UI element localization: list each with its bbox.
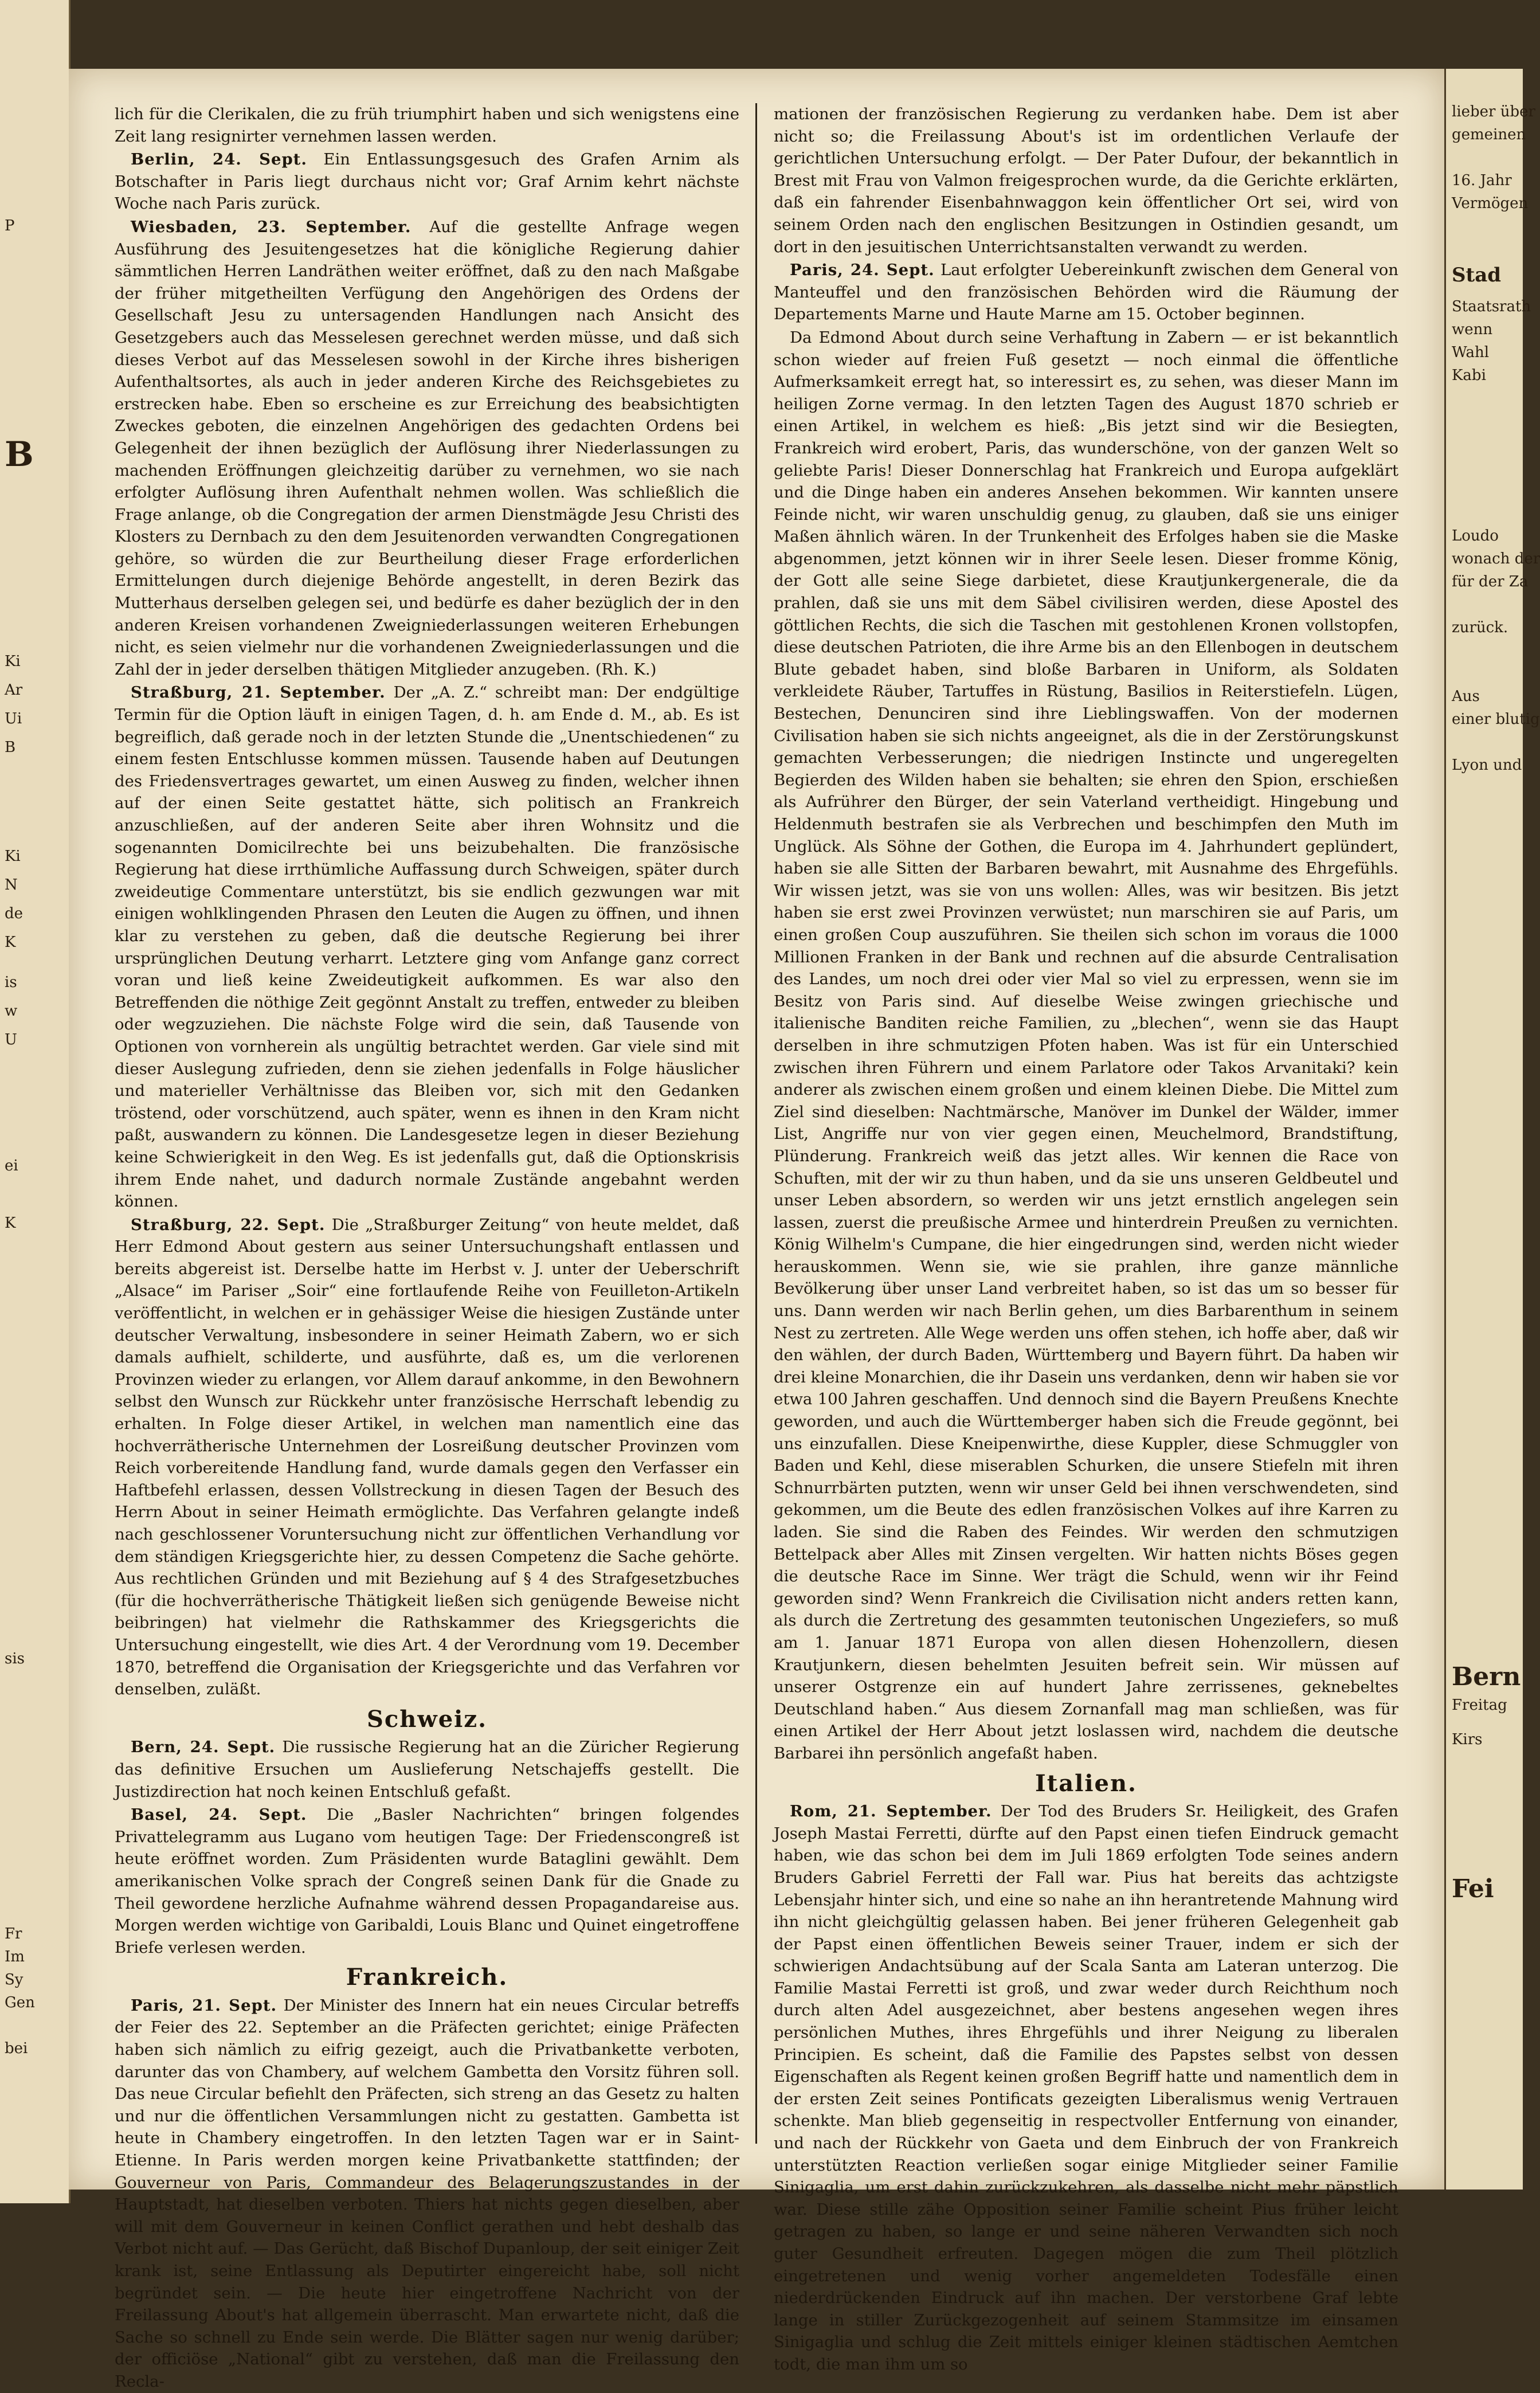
article-paris-1 [115,1995,739,2393]
gutter-fragment: Ar [5,682,23,699]
article-text: Die russische Regierung hat an die Züricher Regierung das definitive Ersuchen um Auslieferung Netschajeffs gestellt. Die Justizdirection hat noch keinen Entschluß gefaßt. [115,1738,739,1801]
dateline: Basel, 24. Sept. [131,1805,307,1824]
dateline: Bern, 24. Sept. [131,1738,276,1757]
gutter-fragment: N [5,876,18,894]
gutter-fragment: Gen [5,1994,35,2011]
article-text: Ein Entlassungsgesuch des Grafen Arnim als Botschafter in Paris liegt durchaus nicht vor; Graf Arnim kehrt nächste Woche nach Paris zurück. [115,150,739,213]
right-fragment: wonach der [1452,550,1540,567]
article-rom [774,1800,1398,2375]
right-fragment: für der Za [1452,573,1529,590]
newspaper-page [69,69,1444,2391]
right-fragment: Kirs [1452,1731,1483,1748]
article-text: Der Tod des Bruders Sr. Heiligkeit, des Grafen Joseph Mastai Ferretti, dürfte auf den Papst einen tiefen Eindruck gemacht haben, wie das schon bei dem im Juli 1869 erfolgten Tode seines andern Bruders Gabriel Ferretti der Fall war. Pius hat bereits das achtzigste Lebensjahr hinter sich, und eine so nahe an ihn herantretende Mahnung wird ihn nicht gleichgültig gelassen haben. Bei jener früheren Gelegenheit gab der Papst einen öffentlichen Beweis seiner Trauer, indem er sich der schwierigen Andachtsübung auf der Scala Santa am Lateran unterzog. Die Familie Mastai Ferretti ist groß, und zwar weder durch Reichthum noch durch alten Adel ausgezeichnet, aber bestens angesehen wegen ihres persönlichen Muthes, ihres Ehrgefühls und ihrer Neigung zu liberalen Principien. Es scheint, daß die Familie des Papstes selbst von dessen Eigenschaften als Regent keinen großen Begriff hatte und namentlich dem in der ersten Zeit seines Pontificats gezeigten Liberalismus wenig Vertrauen schenkte. Man blieb gegenseitig in respectvoller Entfernung von einander, und nach der Rückkehr von Gaeta und dem Einbruch der von Frankreich unterstützten Reaction verließen sogar einige Mitglieder seiner Familie Sinigaglia, um erst dahin zurückzukehren, als dasselbe nicht mehr päpstlich war. Diese stille zähe Opposition seiner Familie scheint Pius früher leicht getragen zu haben, so lange er und seine näheren Verwandten sich noch guter Gesundheit erfreuten. Dagegen mögen die zum Theil plötzlich eingetretenen und wenig vorher angemeldeten Todesfälle einen niederdrückenden Eindruck auf ihn machen. Der verstorbene Graf lebte lange in stiller Zurückgezogenheit auf seinem Stammsitze im einsamen Sinigaglia und schlug die Zeit mittels einiger kleinen städtischen Aemtchen todt, die man ihm um so [774,1802,1398,2374]
column-left [115,103,740,2391]
right-fragment: wenn [1452,321,1493,338]
right-fragment: Aus [1452,688,1480,705]
dateline: Paris, 24. Sept. [790,261,935,280]
column-right [774,103,1398,2374]
paragraph: lich für die Clerikalen, die zu früh triumphirt haben und sich wenigstens eine Zeit lang resignirter vernehmen lassen werden. [115,105,739,146]
gutter-fragment: P [5,217,15,234]
right-fragment: Freitag [1452,1697,1507,1714]
dateline: Wiesbaden, 23. September. [131,217,412,236]
article-about: Da Edmond About durch seine Verhaftung in Zabern — er ist bekanntlich schon wieder auf freien Fuß gesetzt — noch einmal die öffentliche Aufmerksamkeit erregt hat, so interessirt es, zu sehen, was dieser Mann im heiligen Zorne vermag. In den letzten Tagen des August 1870 schrieb er einen Artikel, in welchem es hieß: „Bis jetzt sind wir die Besiegten, Frankreich wird erobert, Paris, das wunderschöne, von der ganzen Welt so geliebte Paris! Dieser Donnerschlag hat Frankreich und Europa aufgeklärt und die Dinge haben ein anderes Ansehen bekommen. Wir kannten unsere Feinde nicht, wir waren unschuldig genug, zu glauben, daß sie uns einiger Maßen ähnlich wären. In der Trunkenheit des Erfolges haben sie die Maske abgenommen, jetzt können wir in ihrer Seele lesen. Dieser fromme König, der Gott alle seine Siege darbietet, diese Krautjunkergenerale, die da prahlen, daß sie uns mit dem Säbel civilisiren werden, diese Apostel des göttlichen Rechts, die sich die Taschen mit gestohlenen Kronen vollstopfen, diese deutschen Patrioten, die ihre Arme bis an den Ellenbogen in deutschem Blute gebadet haben, sind bloße Barbaren in Uniform, als Soldaten verkleidete Räuber, Tartuffes in Rüstung, Basilios in Reiterstiefeln. Lügen, Bestechen, Denunciren sind ihre Lieblingswaffen. Von der modernen Civilisation haben sie sich nichts angeeignet, als die in der Zerstörungskunst gemachten Verbesserungen; die niedrigen Instincte und ungeregelten Begierden des Wilden haben sie behalten; sie ehren den Spion, erschießen als Aufrührer den Bürger, der sein Vaterland vertheidigt. Hingebung und Heldenmuth bestrafen sie als Verbrechen und beschimpfen den Muth im Unglück. Als Söhne der Gothen, die Europa im 4. Jahrhundert geplündert, haben sie alle Sitten der Barbaren bewahrt, mit Ausnahme des Ehrgefühls. Wir wissen jetzt, was sie von uns wollen: Alles, was wir besitzen. Bis jetzt haben sie erst zwei Provinzen verwüstet; nun marschiren sie auf Paris, um einen großen Coup auszuführen. Sie theilen sich schon im voraus die 1000 Millionen Franken in der Bank und rechnen auf die absurde Centralisation des Landes, um noch drei oder vier Mal so viel zu erpressen, wenn sie im Besitz von Paris sind. Auf dieselbe Weise zwingen griechische und italienische Banditen reiche Familien, zu „blechen“, wenn sie das Haupt derselben in ihre schmutzigen Pfoten haben. Was ist für ein Unterschied zwischen ihren Führern und einem Parlatore oder Takos Arvanitaki? kein anderer als zwischen einem großen und einem kleinen Diebe. Die Mittel zum Ziel sind dieselben: Nachtmärsche, Manöver im Dunkel der Wälder, immer List, Angriffe nur von vier gegen einen, Meuchelmord, Brandstiftung, Plünderung. Frankreich weiß das jetzt alles. Wir kennen die Race von Schuften, mit der wir zu thun haben, und da sie uns unseren Geldbeutel und unser Leben absordern, so werden wir uns jetzt ernstlich angelegen sein lassen, zuerst die preußische Armee und hinterdrein Preußen zu vernichten. König Wilhelm's Cumpane, die hier eingedrungen sind, werden nicht wieder herauskommen. Wenn sie, wie sie prahlen, ihre ganze männliche Bevölkerung über unser Land verbreitet haben, so ist das um so besser für uns. Dann werden wir nach Berlin gehen, um dies Barbarenthum in seinem Nest zu zertreten. Alle Wege werden uns offen stehen, ich hoffe aber, daß wir den wählen, der durch Baden, Württemberg und Bayern führt. Da haben wir drei kleine Monarchien, die ihr Dasein uns verdanken, denn wir haben sie vor etwa 100 Jahren geschaffen. Und dennoch sind die Bayern Preußens Knechte geworden, und auch die Württemberger haben sich die Freude gegönnt, bei uns einzufallen. Diese Kneipenwirthe, diese Kuppler, diese Schmuggler von Baden und Kehl, diese miserablen Schurken, die unsere Stiefeln mit ihren Schnurrbärten putzten, wenn wir unser Geld bei ihnen verschwendeten, sind gekommen, um die Beute des edlen französischen Volkes auf ihre Karren zu laden. Sie sind die Raben des Feindes. Wir werden den schmutzigen Bettelpack aber Alles mit Zinsen vergelten. Wir hatten nichts Böses gegen die deutsche Race im Sinne. Wer trägt die Schuld, wenn wir ihr Feind geworden sind? Wenn Frankreich die Civilisation nicht anders retten kann, als durch die Zertretung des gesammten teutonischen Ungeziefers, so muß am 1. Januar 1871 Europa von allen diesen Hohenzollern, diesen Krautjunkern, diesen behelmten Jesuiten befreit sein. Wir müssen auf unserer Ostgrenze ein auf hundert Jahre zerrissenes, geknebeltes Deutschland haben.“ Aus diesem Zornanfall mag man schließen, was für einen Artikel der Herr About jetzt loslassen wird, nachdem die deutsche Barbarei ihn persönlich angefaßt haben. [774,328,1398,1763]
right-fragment: Kabi [1452,367,1486,384]
right-fragment: gemeinen [1452,126,1526,143]
gutter-fragment: K [5,1215,16,1232]
right-fragment: zurück. [1452,619,1508,636]
article-text: Die „Basler Nachrichten“ bringen folgendes Privattelegramm aus Lugano vom heutigen Tage: Der Friedenscongreß ist heute eröffnet worden. Zum Präsidenten wurde Bataglini gewählt. Dem amerikanischen Volke sprach der Congreß seinen Dank für die Gnade zu Theil gewordene herzliche Aufnahme während dessen Propagandareise aus. Morgen werden wichtige von Garibaldi, Louis Blanc und Quinet eingetroffene Briefe verlesen werden. [115,1805,740,1957]
dateline: Rom, 21. September. [790,1802,992,1821]
gutter-fragment: Ui [5,710,22,727]
article-berlin [115,148,739,215]
right-fragment: Bern [1452,1662,1521,1691]
gutter-fragment: Sy [5,1971,23,1988]
gutter-fragment: K [5,934,16,951]
gutter-fragment: Fr [5,1925,22,1942]
article-text: Der Minister des Innern hat ein neues Circular betreffs der Feier des 22. September an die Präfecten gerichtet; einige Präfecten haben sich nämlich zu eifrig gezeigt, auch die Privatbankette verboten, darunter das von Chambery, auf welchem Gambetta den Vorsitz führen soll. Das neue Circular befiehlt den Präfecten, sich streng an das Gesetz zu halten und nur die öffentlichen Versammlungen nicht zu gestatten. Gambetta ist heute in Chambery eingetroffen. In den letzten Tagen war er in Saint-Etienne. In Paris werden morgen keine Privatbankette stattfinden; der Gouverneur von Paris, Commandeur des Belagerungszustandes in der Hauptstadt, hat dieselben verboten. Thiers hat nichts gegen dieselben, aber will mit dem Gouverneur in keinen Conflict gerathen und hebt deshalb das Verbot nicht auf. — Das Gerücht, daß Bischof Dupanloup, der seit einiger Zeit krank ist, seine Entlassung als Deputirter eingereicht habe, soll nicht begründet sein. — Die heute hier eingetroffene Nachricht von der Freilassung About's hat allgemein überrascht. Man erwartete nicht, daß die Sache so schnell zu Ende sein werde. Die Blätter sagen nur wenig darüber; der officiöse „National“ gibt zu verstehen, daß man die Freilassung den Recla- [115,1996,739,2391]
column-divider [755,103,757,2144]
gutter-fragment: sis [5,1650,25,1667]
left-gutter-fragments [0,0,70,2203]
right-fragment: einer blutig [1452,711,1540,728]
gutter-fragment: ei [5,1157,18,1174]
right-fragment: Fei [1452,1874,1494,1904]
section-heading-italien: Italien. [1035,1769,1137,1797]
right-fragment: Wahl [1452,344,1490,361]
gutter-fragment: Ki [5,653,21,670]
gutter-fragment: de [5,905,23,922]
gutter-fragment: U [5,1031,17,1048]
right-fragment: Loudo [1452,527,1499,545]
right-fragment: Stad [1452,264,1502,287]
section-heading-schweiz: Schweiz. [366,1705,488,1733]
right-fragment: Staatsrath [1452,298,1531,315]
dateline: Paris, 21. Sept. [131,1996,277,2015]
dateline: Straßburg, 21. September. [131,683,386,702]
article-text: Die „Straßburger Zeitung“ von heute meldet, daß Herr Edmond About gestern aus seiner Untersuchungshaft entlassen und bereits abgereist ist. Derselbe hatte im Herbst v. J. unter der Ueberschrift „Alsace“ im Pariser „Soir“ eine fortlaufende Reihe von Feuilleton-Artikeln veröffentlicht, in welchen er in gehässiger Weise die hiesigen Zustände unter deutscher Verwaltung, insbesondere in seiner Heimath Zabern, wo er sich damals aufhielt, schilderte, und ausführte, daß es, um die verlorenen Provinzen wieder zu erlangen, vor Allem darauf ankomme, in den Bewohnern selbst den Wunsch zur Rückkehr unter französische Herrschaft lebendig zu erhalten. In Folge dieser Artikel, in welchen man namentlich eine das hochverrätherische Unternehmen der Losreißung deutscher Provinzen vom Reich vorbereitende Handlung fand, wurde damals gegen den Verfasser ein Haftbefehl erlassen, dessen Vollstreckung in diesen Tagen der Besuch des Herrn About in seiner Heimath ermöglichte. Das Verfahren gelangte indeß nach geschlossener Voruntersuchung nicht zur öffentlichen Verhandlung vor dem ständigen Kriegsgerichte hier, zu dessen Competenz die Sache gehörte. Aus rechtlichen Gründen und mit Beziehung auf § 4 des Strafgesetzbuches (für die hochverrätherische Thätigkeit ließen sich genügende Beweise nicht beibringen) hat vielmehr die Rathskammer des Kriegsgerichts die Untersuchung eingestellt, wie dies Art. 4 der Verordnung vom 19. December 1870, betreffend die Organisation der Kriegsgerichte und das Verfahren vor denselben, zuläßt. [115,1215,739,1699]
right-fragment: Vermögen [1452,195,1529,212]
gutter-fragment: Ki [5,848,21,865]
dateline: Straßburg, 22. Sept. [131,1215,326,1234]
gutter-fragment: B [5,739,16,756]
right-page-fragments [1444,69,1540,2190]
article-bern [115,1736,739,1803]
article-wiesbaden [115,216,739,680]
gutter-fragment: Im [5,1948,25,1965]
article-text: Laut erfolgter Uebereinkunft zwischen dem General von Manteuffel und den französischen Behörden wird die Räumung der Departements Marne und Haute Marne am 15. October beginnen. [774,261,1398,324]
right-fragment: Lyon und [1452,757,1522,774]
article-paris-2 [774,259,1398,326]
article-strassburg-2 [115,1214,739,1701]
right-fragment: 16. Jahr [1452,172,1512,189]
section-heading-frankreich: Frankreich. [346,1964,508,1991]
dateline: Berlin, 24. Sept. [131,150,307,169]
article-basel [115,1804,739,1959]
right-fragment: lieber über [1452,103,1535,120]
article-strassburg-1 [115,682,739,1212]
article-text: Auf die gestellte Anfrage wegen Ausführung des Jesuitengesetzes hat die königliche Regierung dahier sämmtlichen Herren Landräthen weiter eröffnet, daß zu den nach Maßgabe der früher mitgetheilten Verfügung den Angehörigen des Ordens der Gesellschaft Jesu zu untersagenden Handlungen nach Ansicht des Gesetzgebers auch das Messelesen gerechnet werden müsse, und daß sich dieses Verbot auf das Messelesen sowohl in der Kirche ihres bisherigen Aufenthaltsortes, als auch in jeder anderen Kirche des Reichsgebietes zu erstrecken habe. Eben so erscheine es zur Erreichung des beabsichtigten Zweckes geboten, die einzelnen Angehörigen des gedachten Ordens bei Gelegenheit der ihnen bezüglich der Auflösung ihrer Niederlassungen zu machenden Eröffnungen gleichzeitig darüber zu vernehmen, wo sie nach erfolgter Auflösung ihren Aufenthalt nehmen wollen. Was schließlich die Frage anlange, ob die Congregation der armen Dienstmägde Jesu Christi des Klosters zu Dernbach zu den dem Jesuitenorden verwandten Congregationen gehöre, so würden die zur Beurtheilung dieser Frage erforderlichen Ermittelungen durch diejenige Behörde angestellt, in deren Bezirk das Mutterhaus derselben gelegen sei, und bedürfe es daher bezüglich der in den anderen Kreisen vorhandenen Zweigniederlassungen weiteren Erhebungen nicht, es seien vielmehr nur die vorhandenen Zweigniederlassungen und die Zahl der in jeder derselben thätigen Mitglieder anzugeben. (Rh. K.) [115,217,739,679]
article-text: Der „A. Z.“ schreibt man: Der endgültige Termin für die Option läuft in einigen Tagen, d. h. am Ende d. M., ab. Es ist begreiflich, daß gerade noch in der letzten Stunde die „Unentschiedenen“ zu einem festen Entschlusse kommen müssen. Tausende haben auf Deutungen des Friedensvertrages gewartet, um einen Ausweg zu finden, welcher ihnen auf der einen Seite gestattet hätte, sich politisch an Frankreich anzuschließen, auf der anderen Seite aber ihren Wohnsitz und die sogenannten Domicilrechte bei uns beizubehalten. Die französische Regierung hat diese irrthümliche Auffassung durch Schweigen, später durch zweideutige Commentare unterstützt, bis sie endlich gezwungen war mit einigen wohlklingenden Phrasen den Leuten die Augen zu öffnen, und ihnen klar zu verstehen zu geben, daß die deutsche Regierung bei ihrer ursprünglichen Deutung verharrt. Letztere ging vom Anfange ganz correct voran und ließ keine Zweideutigkeit aufkommen. Es war also den Betreffenden die nöthige Zeit gegönnt Anstalt zu treffen, entweder zu bleiben oder wegzuziehen. Die nächste Folge wird die sein, daß Tausende von Optionen von vornherein als ungültig betrachtet werden. Gar viele sind mit dieser Auslegung zufrieden, denn sie ziehen jedenfalls in Folge häuslicher und materieller Verhältnisse das Bleiben vor, sich mit den Gedanken tröstend, oder vorschützend, auch später, wenn es ihnen in den Kram nicht paßt, auswandern zu können. Die Landesgesetze legen in dieser Beziehung keine Schwierigkeit in den Weg. Es ist jedenfalls gut, daß die Optionskrisis ihrem Ende nahet, und dadurch normale Zustände angebahnt werden können. [115,683,739,1211]
paragraph: mationen der französischen Regierung zu verdanken habe. Dem ist aber nicht so; die Freilassung About's ist im ordentlichen Verlaufe der gerichtlichen Untersuchung erfolgt. — Der Pater Dufour, der bekanntlich in Brest mit Frau von Valmon freigesprochen wurde, da die Gerichte erklärten, daß ein fahrender Eisenbahnwaggon kein öffentlicher Ort sei, wird von seinem Orden nach den englischen Besitzungen in Ostindien gesandt, um dort in den jesuitischen Unterrichtsanstalten verwandt zu werden. [774,105,1398,256]
gutter-fragment: w [5,1002,18,1020]
gutter-fragment: is [5,974,17,991]
gutter-fragment: B [5,434,34,475]
gutter-fragment: bei [5,2040,28,2057]
